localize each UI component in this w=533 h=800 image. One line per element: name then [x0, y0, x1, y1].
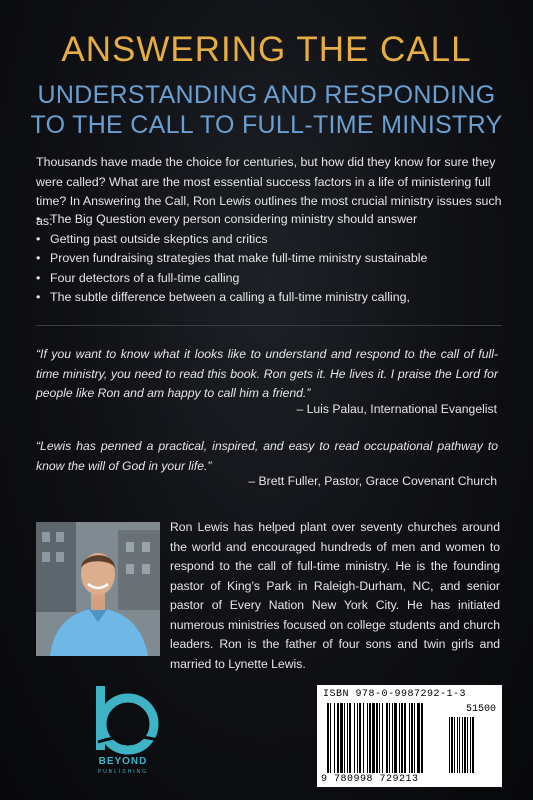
book-subtitle [0, 80, 533, 140]
issue-list-item: • Proven fundraising strategies that make full-time ministry sustainable [36, 249, 506, 269]
issue-list-item: • The Big Question every person considering ministry should answer [36, 210, 506, 230]
issue-list-item: • Getting past outside skeptics and critics [36, 230, 506, 250]
price-code: 51500 [465, 704, 496, 715]
endorsement-attribution-fuller: – Brett Fuller, Pastor, Grace Covenant Church [248, 474, 497, 488]
author-bio: Ron Lewis has helped plant over seventy churches around the world and encouraged hundreds of men and women to respond to the call of full-time ministry. He is the founding pastor of King’s Park in Raleigh-Durham, NC, and senior pastor of Every Nation New York City. He has initiated numerous ministries focused on college students and church leaders. Ron is the father of four sons and twin girls and married to Lynette Lewis. [170, 520, 500, 671]
subtitle-line-2: TO THE CALL TO FULL-TIME MINISTRY [30, 111, 503, 139]
publisher-name: BEYOND [98, 756, 148, 767]
section-divider [36, 325, 502, 326]
isbn-number: ISBN 978-0-9987292-1-3 [323, 689, 467, 700]
issue-list-item: • The subtle difference between a calling a full-time ministry calling, [36, 288, 506, 308]
issue-list-item: • Four detectors of a full-time calling [36, 269, 506, 289]
isbn-barcode [317, 685, 502, 787]
publisher-tagline: PUBLISHING [97, 769, 149, 775]
barcode-digits: 9 780998 729213 [321, 774, 419, 785]
endorsement-quote-palau: “If you want to know what it looks like to understand and respond to the call of full-time ministry, you need to read this book. Ron gets it. He lives it. I praise the Lord for people like Ron and am happy to call him a friend.” [36, 347, 498, 400]
book-title: ANSWERING THE CALL [61, 30, 472, 69]
issue-list [36, 210, 506, 308]
endorsement-attribution-palau: – Luis Palau, International Evangelist [296, 402, 497, 416]
barcode-bars [327, 703, 492, 775]
endorsement-quote-fuller: “Lewis has penned a practical, inspired, and easy to read occupational pathway to know the will of God in your life.” [36, 439, 498, 473]
author-photo [36, 522, 160, 656]
intro-paragraph: Thousands have made the choice for centuries, but how did they know for sure they were called? What are the most essential success factors in a life of ministering full time? In Answering the Call, Ron Lewis outlines the most crucial ministry issues such as: [36, 155, 502, 228]
author-photo-illustration [36, 522, 160, 656]
subtitle-line-1: UNDERSTANDING AND RESPONDING [37, 81, 496, 109]
